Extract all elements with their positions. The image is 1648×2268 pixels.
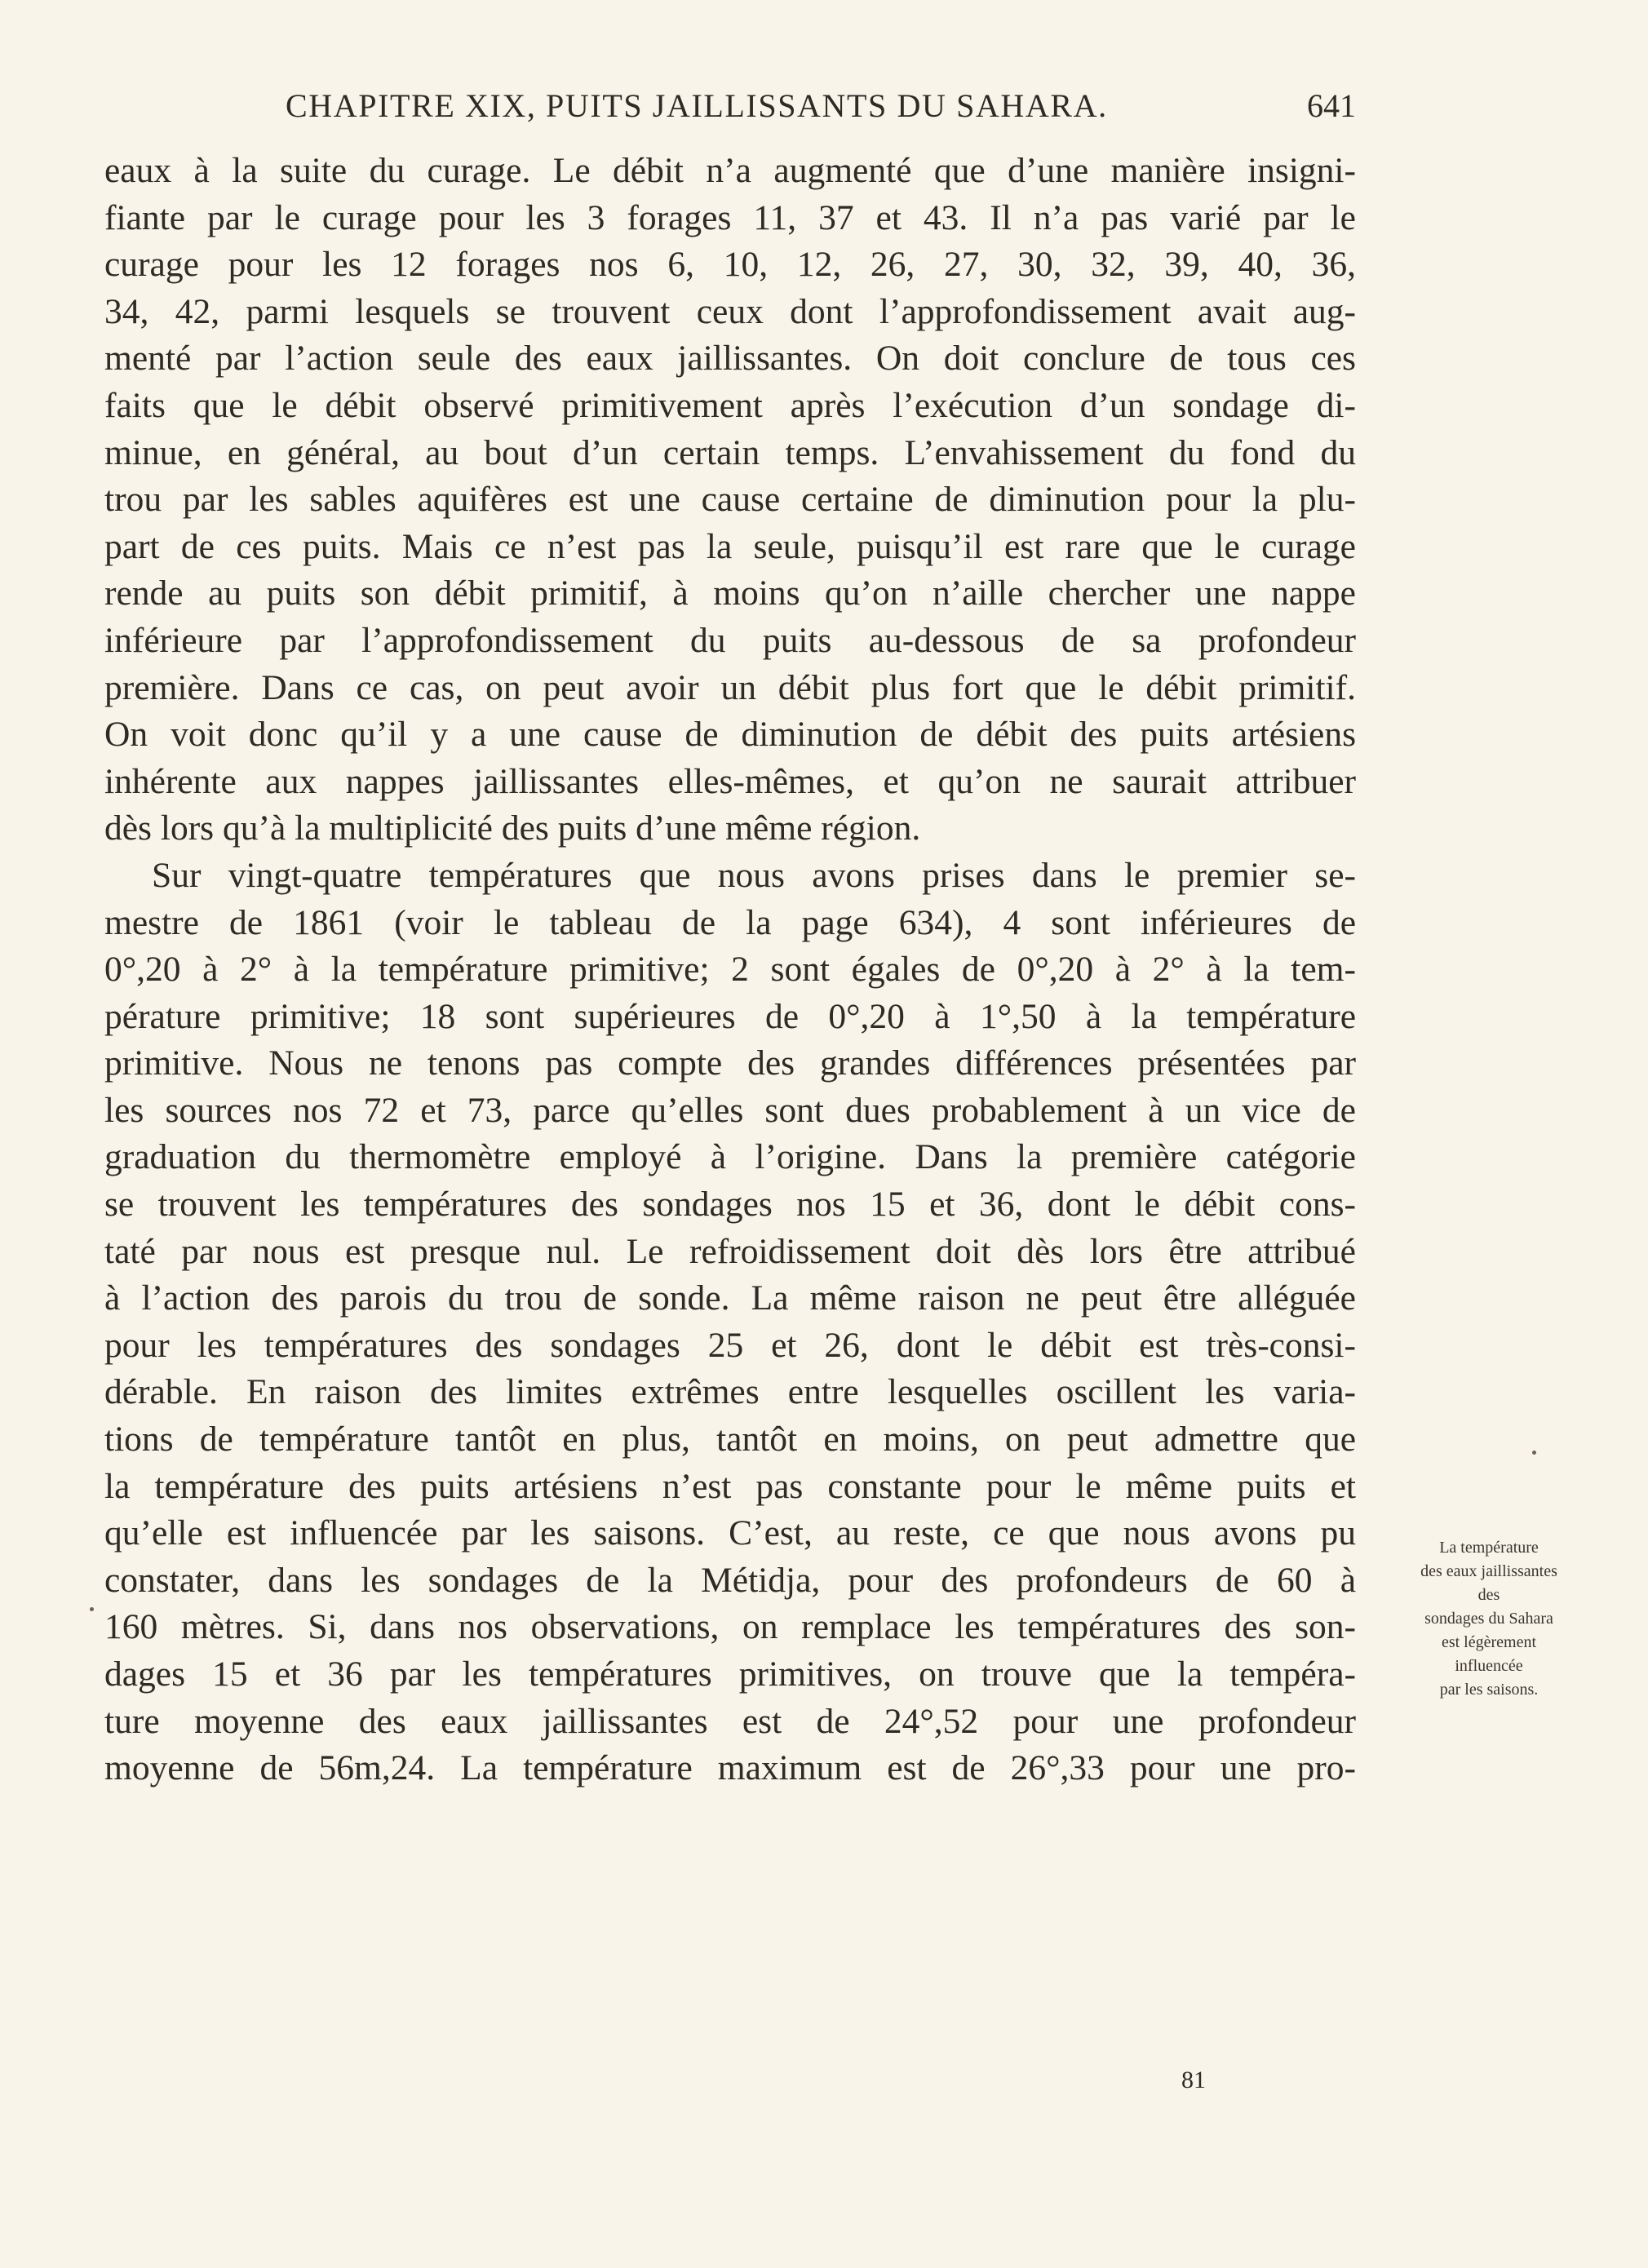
- text-line: tions de température tantôt en plus, tantôt en moins, on peut admettre que: [104, 1420, 1356, 1460]
- text-line: menté par l’action seule des eaux jaillissantes. On doit conclure de tous ces: [104, 339, 1356, 379]
- text-line: mestre de 1861 (voir le tableau de la page 634), 4 sont inférieures de: [104, 902, 1356, 942]
- margin-note-line: influencée: [1455, 1657, 1523, 1675]
- text-line: 34, 42, parmi lesquels se trouvent ceux dont l’approfondissement avait aug-: [104, 291, 1356, 331]
- margin-note-line: des: [1477, 1586, 1500, 1604]
- margin-note-line: est légèrement: [1441, 1633, 1537, 1651]
- text-line: Sur vingt-quatre températures que nous avons prises dans le premier se-: [152, 855, 1356, 895]
- text-line: ture moyenne des eaux jaillissantes est de 24°,52 pour une profondeur: [104, 1701, 1356, 1741]
- margin-note-line: par les saisons.: [1439, 1681, 1539, 1699]
- page-number: 641: [1307, 87, 1356, 124]
- text-line: la température des puits artésiens n’est pas constante pour le même puits et: [104, 1466, 1356, 1506]
- text-line: moyenne de 56m,24. La température maximum est de 26°,33 pour une pro-: [104, 1748, 1356, 1788]
- margin-note-line: sondages du Sahara: [1424, 1610, 1553, 1628]
- text-line: 0°,20 à 2° à la température primitive; 2 sont égales de 0°,20 à 2° à la tem-: [104, 950, 1356, 990]
- text-line: faits que le débit observé primitivement après l’exécution d’un sondage di-: [104, 385, 1356, 425]
- running-title: CHAPITRE XIX, PUITS JAILLISSANTS DU SAHARA.: [286, 87, 1108, 124]
- ink-speck: [90, 1607, 94, 1611]
- text-line: graduation du thermomètre employé à l’origine. Dans la première catégorie: [104, 1137, 1356, 1177]
- margin-note-line: des eaux jaillissantes: [1420, 1562, 1557, 1580]
- text-line: On voit donc qu’il y a une cause de diminution de débit des puits artésiens: [104, 715, 1356, 755]
- ink-speck: [1532, 1451, 1536, 1455]
- text-line: qu’elle est influencée par les saisons. C’est, au reste, ce que nous avons pu: [104, 1513, 1356, 1553]
- text-line: pour les températures des sondages 25 et 26, dont le débit est très-consi-: [104, 1325, 1356, 1365]
- text-line: inhérente aux nappes jaillissantes elles-mêmes, et qu’on ne saurait attribuer: [104, 761, 1356, 801]
- text-line: à l’action des parois du trou de sonde. La même raison ne peut être alléguée: [104, 1278, 1356, 1318]
- margin-note: [1387, 1536, 1591, 1702]
- text-line: part de ces puits. Mais ce n’est pas la seule, puisqu’il est rare que le curage: [104, 526, 1356, 566]
- body-text: [104, 148, 1356, 1792]
- paragraph-1: [104, 148, 1356, 853]
- text-line: curage pour les 12 forages nos 6, 10, 12, 26, 27, 30, 32, 39, 40, 36,: [104, 245, 1356, 285]
- text-line: taté par nous est presque nul. Le refroidissement doit dès lors être attribué: [104, 1231, 1356, 1271]
- paragraph-2: [104, 853, 1356, 1792]
- text-line: les sources nos 72 et 73, parce qu’elles sont dues probablement à un vice de: [104, 1090, 1356, 1130]
- text-line: eaux à la suite du curage. Le débit n’a augmenté que d’une manière insigni-: [104, 151, 1356, 190]
- text-line: dages 15 et 36 par les températures primitives, on trouve que la tempéra-: [104, 1654, 1356, 1694]
- margin-note-line: La température: [1439, 1539, 1539, 1557]
- text-line: première. Dans ce cas, on peut avoir un débit plus fort que le débit primitif.: [104, 667, 1356, 707]
- text-line: se trouvent les températures des sondages nos 15 et 36, dont le débit cons-: [104, 1185, 1356, 1225]
- text-line: pérature primitive; 18 sont supérieures de 0°,20 à 1°,50 à la température: [104, 996, 1356, 1036]
- text-line: dérable. En raison des limites extrêmes entre lesquelles oscillent les varia-: [104, 1372, 1356, 1412]
- text-line: inférieure par l’approfondissement du puits au-dessous de sa profondeur: [104, 620, 1356, 660]
- text-line: constater, dans les sondages de la Métidja, pour des profondeurs de 60 à: [104, 1560, 1356, 1600]
- text-line: minue, en général, au bout d’un certain temps. L’envahissement du fond du: [104, 432, 1356, 472]
- text-line: primitive. Nous ne tenons pas compte des grandes différences présentées par: [104, 1043, 1356, 1083]
- text-line: fiante par le curage pour les 3 forages 11, 37 et 43. Il n’a pas varié par le: [104, 197, 1356, 237]
- text-line: trou par les sables aquifères est une cause certaine de diminution pour la plu-: [104, 480, 1356, 520]
- text-line: rende au puits son débit primitif, à moins qu’on n’aille chercher une nappe: [104, 574, 1356, 614]
- sheet-signature-mark: 81: [1181, 2066, 1206, 2093]
- text-line: 160 mètres. Si, dans nos observations, on remplace les températures des son-: [104, 1607, 1356, 1647]
- text-line: dès lors qu’à la multiplicité des puits d’une même région.: [104, 808, 921, 848]
- page-header: [104, 82, 1356, 131]
